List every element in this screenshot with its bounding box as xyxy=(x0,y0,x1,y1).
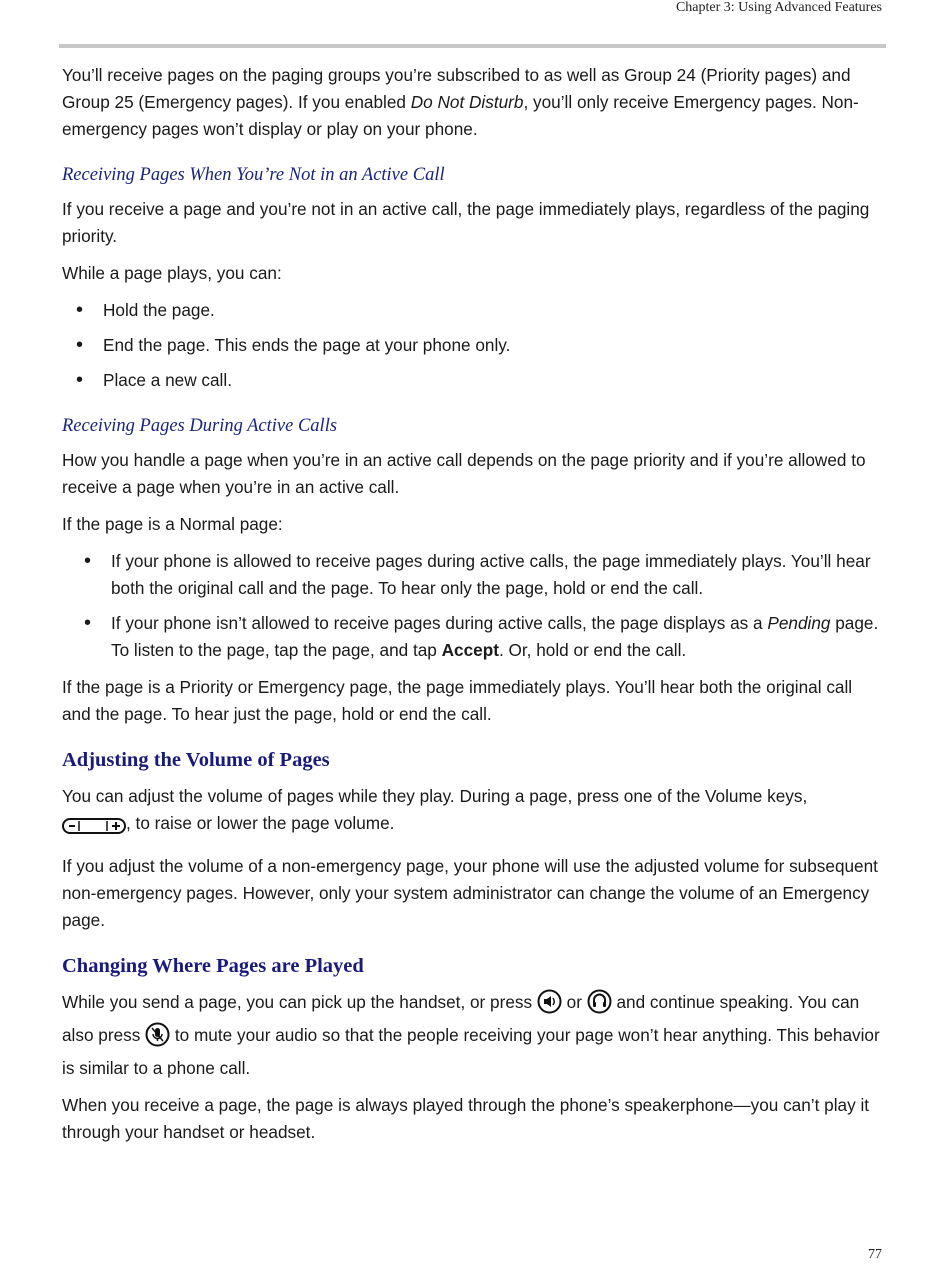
intro-text-1: You’ll receive pages on the paging groups you’re subscribed to as well as Group 24 (Priority pages) and Group 25 (Emergency pages). If you enabled xyxy=(62,65,851,112)
heading-not-in-active-call: Receiving Pages When You’re Not in an Active Call xyxy=(62,165,445,185)
accept-term: Accept xyxy=(441,640,499,660)
list-item xyxy=(62,610,884,664)
volume-text-2: , to raise or lower the page volume. xyxy=(126,813,395,833)
list-item-text: Place a new call. xyxy=(103,370,232,390)
page-content xyxy=(62,62,884,1156)
while-page-plays-list xyxy=(62,297,884,394)
volume-text-1: You can adjust the volume of pages while they play. During a page, press one of the Volume keys, xyxy=(62,786,808,806)
intro-text-2: , you’ll only receive Emergency pages. Non-emergency pages won’t display or play on your phone. xyxy=(62,92,859,139)
where-played-text-3: to mute your audio so that the people receiving your page won’t hear anything. This behavior is similar to a phone call. xyxy=(62,1025,880,1078)
paragraph-during-calls-3: If the page is a Priority or Emergency page, the page immediately plays. You’ll hear both the original call and the page. To hear just the page, hold or end the call. xyxy=(62,677,853,724)
bullet-marker: • xyxy=(84,550,92,572)
bullet-marker: • xyxy=(76,334,84,356)
paragraph-not-in-call-2: While a page plays, you can: xyxy=(62,263,282,283)
normal-page-list xyxy=(62,548,884,664)
paragraph-volume-1 xyxy=(62,783,884,843)
list-item-text: If your phone isn’t allowed to receive pages during active calls, the page displays as a xyxy=(111,613,768,633)
volume-keys-icon xyxy=(62,816,126,843)
do-not-disturb-term: Do Not Disturb xyxy=(410,92,524,112)
list-item-text: End the page. This ends the page at your phone only. xyxy=(103,335,511,355)
where-played-text-2: and continue speaking. You can also press xyxy=(62,992,860,1045)
mute-icon xyxy=(145,1022,170,1055)
paragraph-volume-2: If you adjust the volume of a non-emergency page, your phone will use the adjusted volume for subsequent non-emergency pages. However, only your system administrator can change the volume of an Emergency page. xyxy=(62,856,878,930)
where-played-or: or xyxy=(561,992,587,1012)
list-item-text: Hold the page. xyxy=(103,300,215,320)
speakerphone-icon xyxy=(537,989,562,1022)
paragraph-where-played-1 xyxy=(62,989,884,1082)
paragraph-where-played-2: When you receive a page, the page is always played through the phone’s speakerphone—you can’t play it through your handset or headset. xyxy=(62,1095,870,1142)
paragraph-during-calls-2: If the page is a Normal page: xyxy=(62,514,283,534)
page-number: 77 xyxy=(868,1247,882,1262)
paragraph-not-in-call-1: If you receive a page and you’re not in an active call, the page immediately plays, regardless of the paging priority. xyxy=(62,199,870,246)
heading-adjusting-volume: Adjusting the Volume of Pages xyxy=(62,749,330,771)
bullet-marker: • xyxy=(76,299,84,321)
list-item-text: page. To listen to the page, tap the page, and tap xyxy=(111,613,879,660)
intro-paragraph xyxy=(62,62,884,143)
where-played-text-1: While you send a page, you can pick up the handset, or press xyxy=(62,992,537,1012)
list-item xyxy=(62,332,884,359)
list-item-text: . Or, hold or end the call. xyxy=(498,640,687,660)
header-rule xyxy=(59,44,886,48)
running-header: Chapter 3: Using Advanced Features xyxy=(675,0,882,15)
list-item xyxy=(62,297,884,324)
heading-changing-where-played: Changing Where Pages are Played xyxy=(62,955,364,977)
bullet-marker: • xyxy=(84,612,92,634)
bullet-marker: • xyxy=(76,369,84,391)
list-item xyxy=(62,367,884,394)
pending-term: Pending xyxy=(767,613,831,633)
headset-icon xyxy=(587,989,612,1022)
list-item xyxy=(62,548,884,602)
heading-during-active-calls: Receiving Pages During Active Calls xyxy=(62,416,338,436)
paragraph-during-calls-1: How you handle a page when you’re in an active call depends on the page priority and if you’re allowed to receive a page when you’re in an active call. xyxy=(62,450,866,497)
list-item-text: If your phone is allowed to receive pages during active calls, the page immediately plays. You’ll hear both the original call and the page. To hear only the page, hold or end the call. xyxy=(111,551,871,598)
